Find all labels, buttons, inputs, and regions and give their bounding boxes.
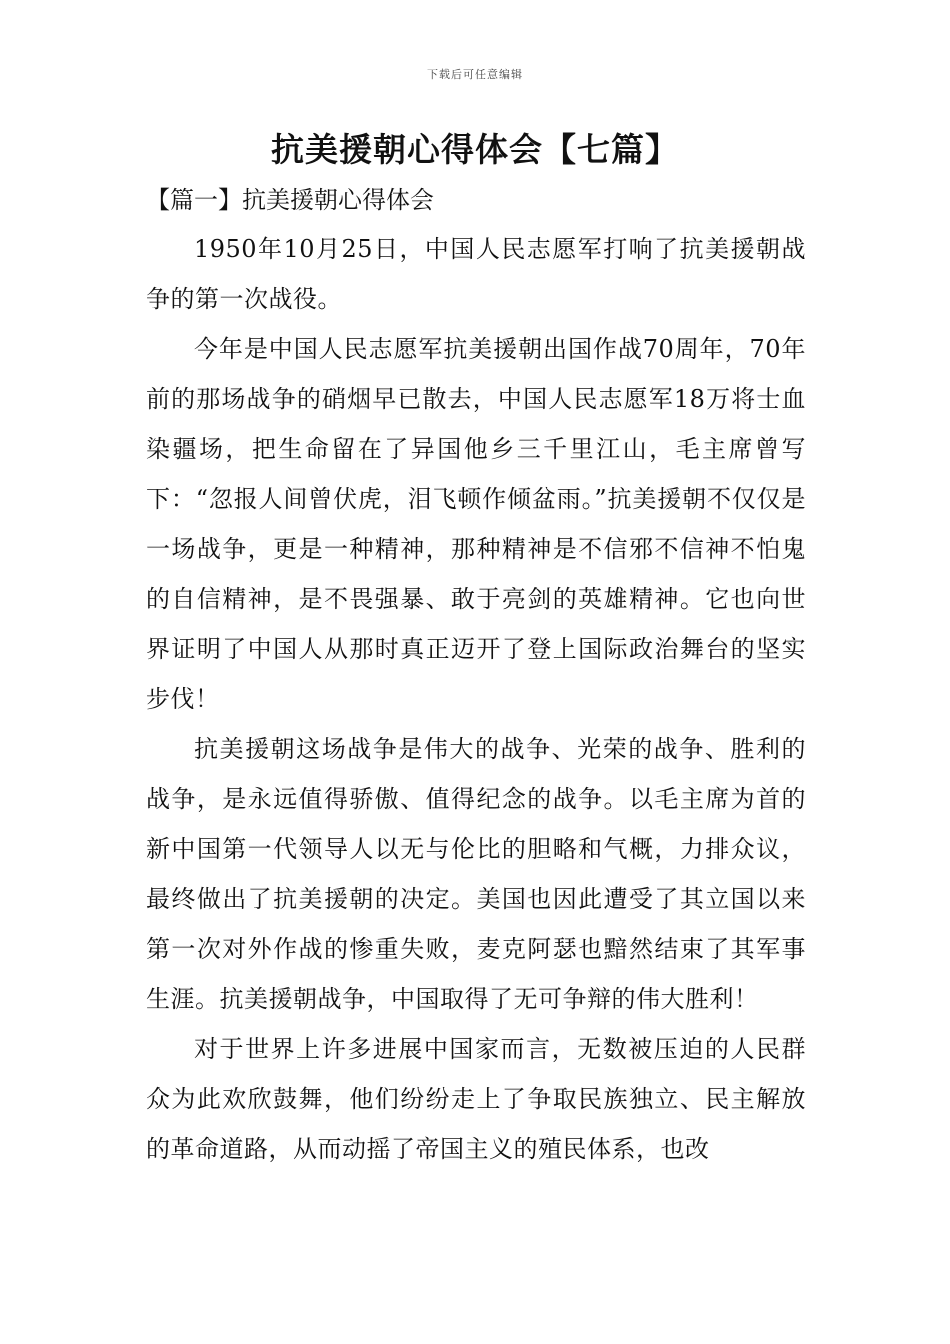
paragraph-3: 抗美援朝这场战争是伟大的战争、光荣的战争、胜利的战争，是永远值得骄傲、值得纪念的战争。以毛主席为首的新中国第一代领导人以无与伦比的胆略和气概，力排众议，最终做出了抗美援朝的决定。美国也因此遭受了其立国以来第一次对外作战的惨重失败，麦克阿瑟也黯然结束了其军事生涯。抗美援朝战争，中国取得了无可争辩的伟大胜利！	[146, 735, 806, 1013]
paragraph-2: 今年是中国人民志愿军抗美援朝出国作战70周年，70年前的那场战争的硝烟早已散去，中国人民志愿军18万将士血染疆场，把生命留在了异国他乡三千里江山，毛主席曾写下：“忽报人间曾伏虎，泪飞顿作倾盆雨。”抗美援朝不仅仅是一场战争，更是一种精神，那种精神是不信邪不信神不怕鬼的自信精神，是不畏强暴、敢于亮剑的英雄精神。它也向世界证明了中国人从那时真正迈开了登上国际政治舞台的坚实步伐！	[146, 335, 806, 713]
document-title: 抗美援朝心得体会【七篇】	[271, 130, 679, 169]
header-note: 下载后可任意编辑	[427, 68, 523, 81]
paragraph-1: 1950年10月25日，中国人民志愿军打响了抗美援朝战争的第一次战役。	[146, 235, 806, 313]
document-body	[146, 176, 806, 1174]
paragraph-4: 对于世界上许多进展中国家而言，无数被压迫的人民群众为此欢欣鼓舞，他们纷纷走上了争取民族独立、民主解放的革命道路，从而动摇了帝国主义的殖民体系，也改	[146, 1035, 806, 1163]
section-heading: 【篇一】抗美援朝心得体会	[146, 186, 434, 214]
